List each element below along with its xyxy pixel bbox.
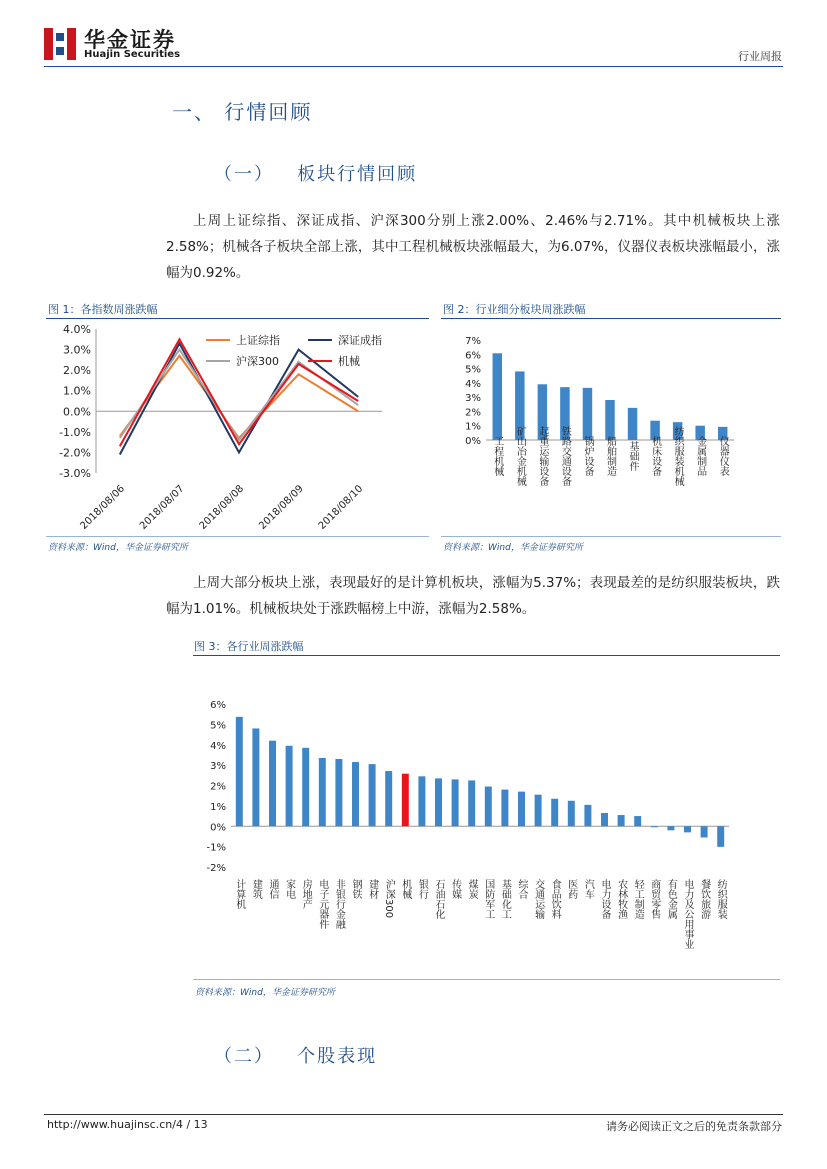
x-tick-label: 纺织服装机械	[672, 426, 684, 486]
figure1-source: 资料来源：Wind，华金证券研究所	[48, 543, 188, 553]
bar	[402, 774, 409, 827]
figure2-bottom-rule	[441, 536, 781, 537]
x-tick-label: 建筑	[250, 879, 262, 899]
x-tick-label: 矿山冶金机械	[514, 426, 526, 486]
section-title: 一、 行情回顾	[172, 100, 313, 124]
logo-chinese-name: 华金证券	[84, 28, 176, 52]
bar	[568, 801, 575, 826]
y-tick-label: 1%	[465, 421, 481, 433]
y-tick-label: 6%	[465, 350, 481, 362]
x-tick-label: 仪器仪表	[717, 436, 729, 476]
figure1-caption-rule	[46, 318, 429, 319]
bar	[286, 746, 293, 826]
x-tick-label: 传媒	[449, 879, 461, 899]
y-tick-label: 6%	[210, 700, 226, 711]
y-tick-label: 3%	[210, 761, 226, 773]
x-tick-label: 轻工制造	[632, 879, 644, 919]
y-tick-label: 1.0%	[63, 384, 91, 398]
x-tick-label: 汽车	[582, 879, 594, 899]
x-tick-label: 国防军工	[482, 879, 494, 919]
bar	[385, 771, 392, 826]
y-tick-label: 7%	[465, 336, 481, 347]
legend-label: 深证成指	[338, 334, 382, 347]
x-tick-label: 计算机	[233, 879, 245, 909]
figure1-bottom-rule	[46, 536, 429, 537]
x-tick-label: 农林牧渔	[615, 879, 627, 919]
x-tick-label: 机械	[399, 879, 411, 899]
bar	[551, 799, 558, 827]
figure2-caption: 图 2：行业细分板块周涨跌幅	[443, 303, 586, 316]
paragraph-1: 上周上证综指、深证成指、沪深300分别上涨2.00%、2.46%与2.71%。其中机械板块上涨2.58%；机械各子板块全部上涨，其中工程机械板块涨幅最大，为6.07%，仪器仪表板块涨幅最小，涨幅为0.92%。	[166, 213, 780, 281]
y-tick-label: -2.0%	[59, 446, 91, 460]
bar	[605, 400, 614, 440]
x-tick-label: 煤炭	[466, 879, 478, 899]
x-tick-label: 家电	[283, 879, 295, 899]
bar	[269, 741, 276, 827]
bar	[485, 787, 492, 827]
bar	[501, 790, 508, 827]
figure1-line-chart	[46, 320, 431, 535]
bar	[651, 826, 658, 827]
bar	[717, 826, 724, 847]
subsection-title: （一） 板块行情回顾	[214, 164, 418, 185]
x-tick-label: 银行	[416, 879, 428, 899]
bar	[684, 826, 691, 832]
logo-english-name: Huajin Securities	[84, 49, 181, 60]
bar	[369, 764, 376, 826]
figure1-caption: 图 1：各指数周涨跌幅	[48, 303, 158, 316]
x-tick-label: 交通运输	[532, 879, 544, 919]
bar	[236, 717, 243, 826]
x-tick-label: 电力设备	[599, 879, 610, 919]
bar	[302, 748, 309, 826]
figure3-caption-rule	[193, 655, 780, 656]
y-tick-label: 0.0%	[63, 405, 91, 419]
x-tick-label: 2018/08/07	[138, 483, 187, 532]
figure3-caption: 图 3：各行业周涨跌幅	[194, 640, 304, 653]
bar	[418, 776, 425, 826]
y-tick-label: 5%	[210, 720, 226, 732]
legend-label: 机械	[338, 355, 360, 368]
x-tick-label: 有色金属	[665, 879, 677, 919]
x-tick-label: 船舶制造	[604, 436, 616, 476]
x-tick-label: 锅炉设备	[581, 436, 593, 476]
y-tick-label: -3.0%	[59, 467, 91, 480]
bar	[628, 408, 637, 440]
y-tick-label: 1%	[210, 801, 226, 813]
x-tick-label: 工程机械	[491, 436, 503, 476]
figure2-bar-chart	[441, 320, 783, 535]
x-tick-label: 餐饮旅游	[698, 879, 710, 919]
y-tick-label: 2%	[465, 407, 481, 419]
y-tick-label: 0%	[210, 822, 226, 834]
footer-url-page: http://www.huajinsc.cn/4 / 13	[47, 1118, 208, 1131]
x-tick-label: 医药	[565, 879, 577, 899]
x-tick-label: 2018/08/08	[197, 483, 247, 532]
bar	[634, 816, 641, 826]
document-type: 行业周报	[738, 50, 782, 63]
bar	[667, 826, 674, 830]
x-tick-label: 食品饮料	[549, 879, 561, 919]
x-tick-label: 沪深300	[383, 879, 395, 919]
x-tick-label: 铁路交通设备	[559, 426, 571, 486]
x-tick-label: 房地产	[300, 879, 312, 909]
x-tick-label: 2018/08/06	[78, 483, 127, 532]
x-tick-label: 金属制品	[694, 436, 706, 476]
x-tick-label: 通信	[267, 879, 278, 899]
bar	[252, 728, 259, 826]
y-tick-label: 3%	[465, 393, 481, 405]
bar	[452, 779, 459, 826]
y-tick-label: 4%	[210, 740, 226, 752]
bar	[468, 780, 475, 826]
x-tick-label: 钢铁	[350, 879, 361, 899]
bar	[518, 792, 525, 827]
figure2-caption-rule	[441, 318, 781, 319]
bar	[352, 762, 359, 826]
x-tick-label: 电力及公用事业	[682, 879, 693, 949]
x-tick-label: 2018/08/09	[257, 483, 306, 532]
bar	[618, 815, 625, 826]
y-tick-label: 0%	[465, 436, 481, 447]
x-tick-label: 商贸零售	[648, 879, 660, 919]
x-tick-label: 基础件	[627, 441, 639, 471]
x-tick-label: 基础化工	[499, 879, 511, 919]
footer-disclaimer: 请务必阅读正文之后的免责条款部分	[606, 1120, 782, 1133]
x-tick-label: 纺织服装	[715, 879, 727, 919]
paragraph-2: 上周大部分板块上涨，表现最好的是计算机板块，涨幅为5.37%；表现最差的是纺织服装板块，跌幅为1.01%。机械板块处于涨跌幅榜上中游，涨幅为2.58%。	[166, 575, 780, 617]
bar	[584, 805, 591, 826]
huajin-logo-icon	[44, 28, 76, 60]
x-tick-label: 起重运输设备	[536, 426, 548, 486]
x-tick-label: 综合	[516, 879, 527, 899]
header-divider	[44, 66, 783, 67]
y-tick-label: -1.0%	[59, 425, 91, 439]
x-tick-label: 非银行金融	[333, 879, 345, 929]
bar	[493, 353, 502, 440]
x-tick-label: 2018/08/10	[316, 483, 366, 532]
bar	[701, 826, 708, 837]
bar	[535, 795, 542, 827]
legend-label: 沪深300	[236, 355, 279, 368]
figure3-source: 资料来源：Wind，华金证券研究所	[195, 988, 335, 998]
footer-divider	[44, 1114, 783, 1115]
bar	[583, 388, 592, 440]
bar	[601, 813, 608, 826]
figure3-bottom-rule	[193, 979, 780, 980]
subsection-title-2: （二） 个股表现	[214, 1046, 378, 1067]
bar	[435, 778, 442, 826]
y-tick-label: 5%	[465, 364, 481, 376]
figure3-bar-chart	[193, 690, 783, 975]
legend-label: 上证综指	[236, 334, 280, 347]
y-tick-label: 4%	[465, 378, 481, 390]
x-tick-label: 建材	[366, 879, 378, 899]
bar	[319, 758, 326, 826]
x-tick-label: 机床设备	[649, 436, 661, 476]
bar	[335, 759, 342, 826]
y-tick-label: 4.0%	[63, 323, 91, 336]
y-tick-label: 3.0%	[63, 343, 91, 357]
figure2-source: 资料来源：Wind，华金证券研究所	[443, 543, 583, 553]
y-tick-label: -2%	[206, 863, 226, 874]
y-tick-label: 2.0%	[63, 364, 91, 378]
y-tick-label: -1%	[206, 842, 226, 854]
x-tick-label: 电子元器件	[316, 879, 328, 929]
y-tick-label: 2%	[210, 781, 226, 793]
x-tick-label: 石油石化	[433, 879, 444, 919]
